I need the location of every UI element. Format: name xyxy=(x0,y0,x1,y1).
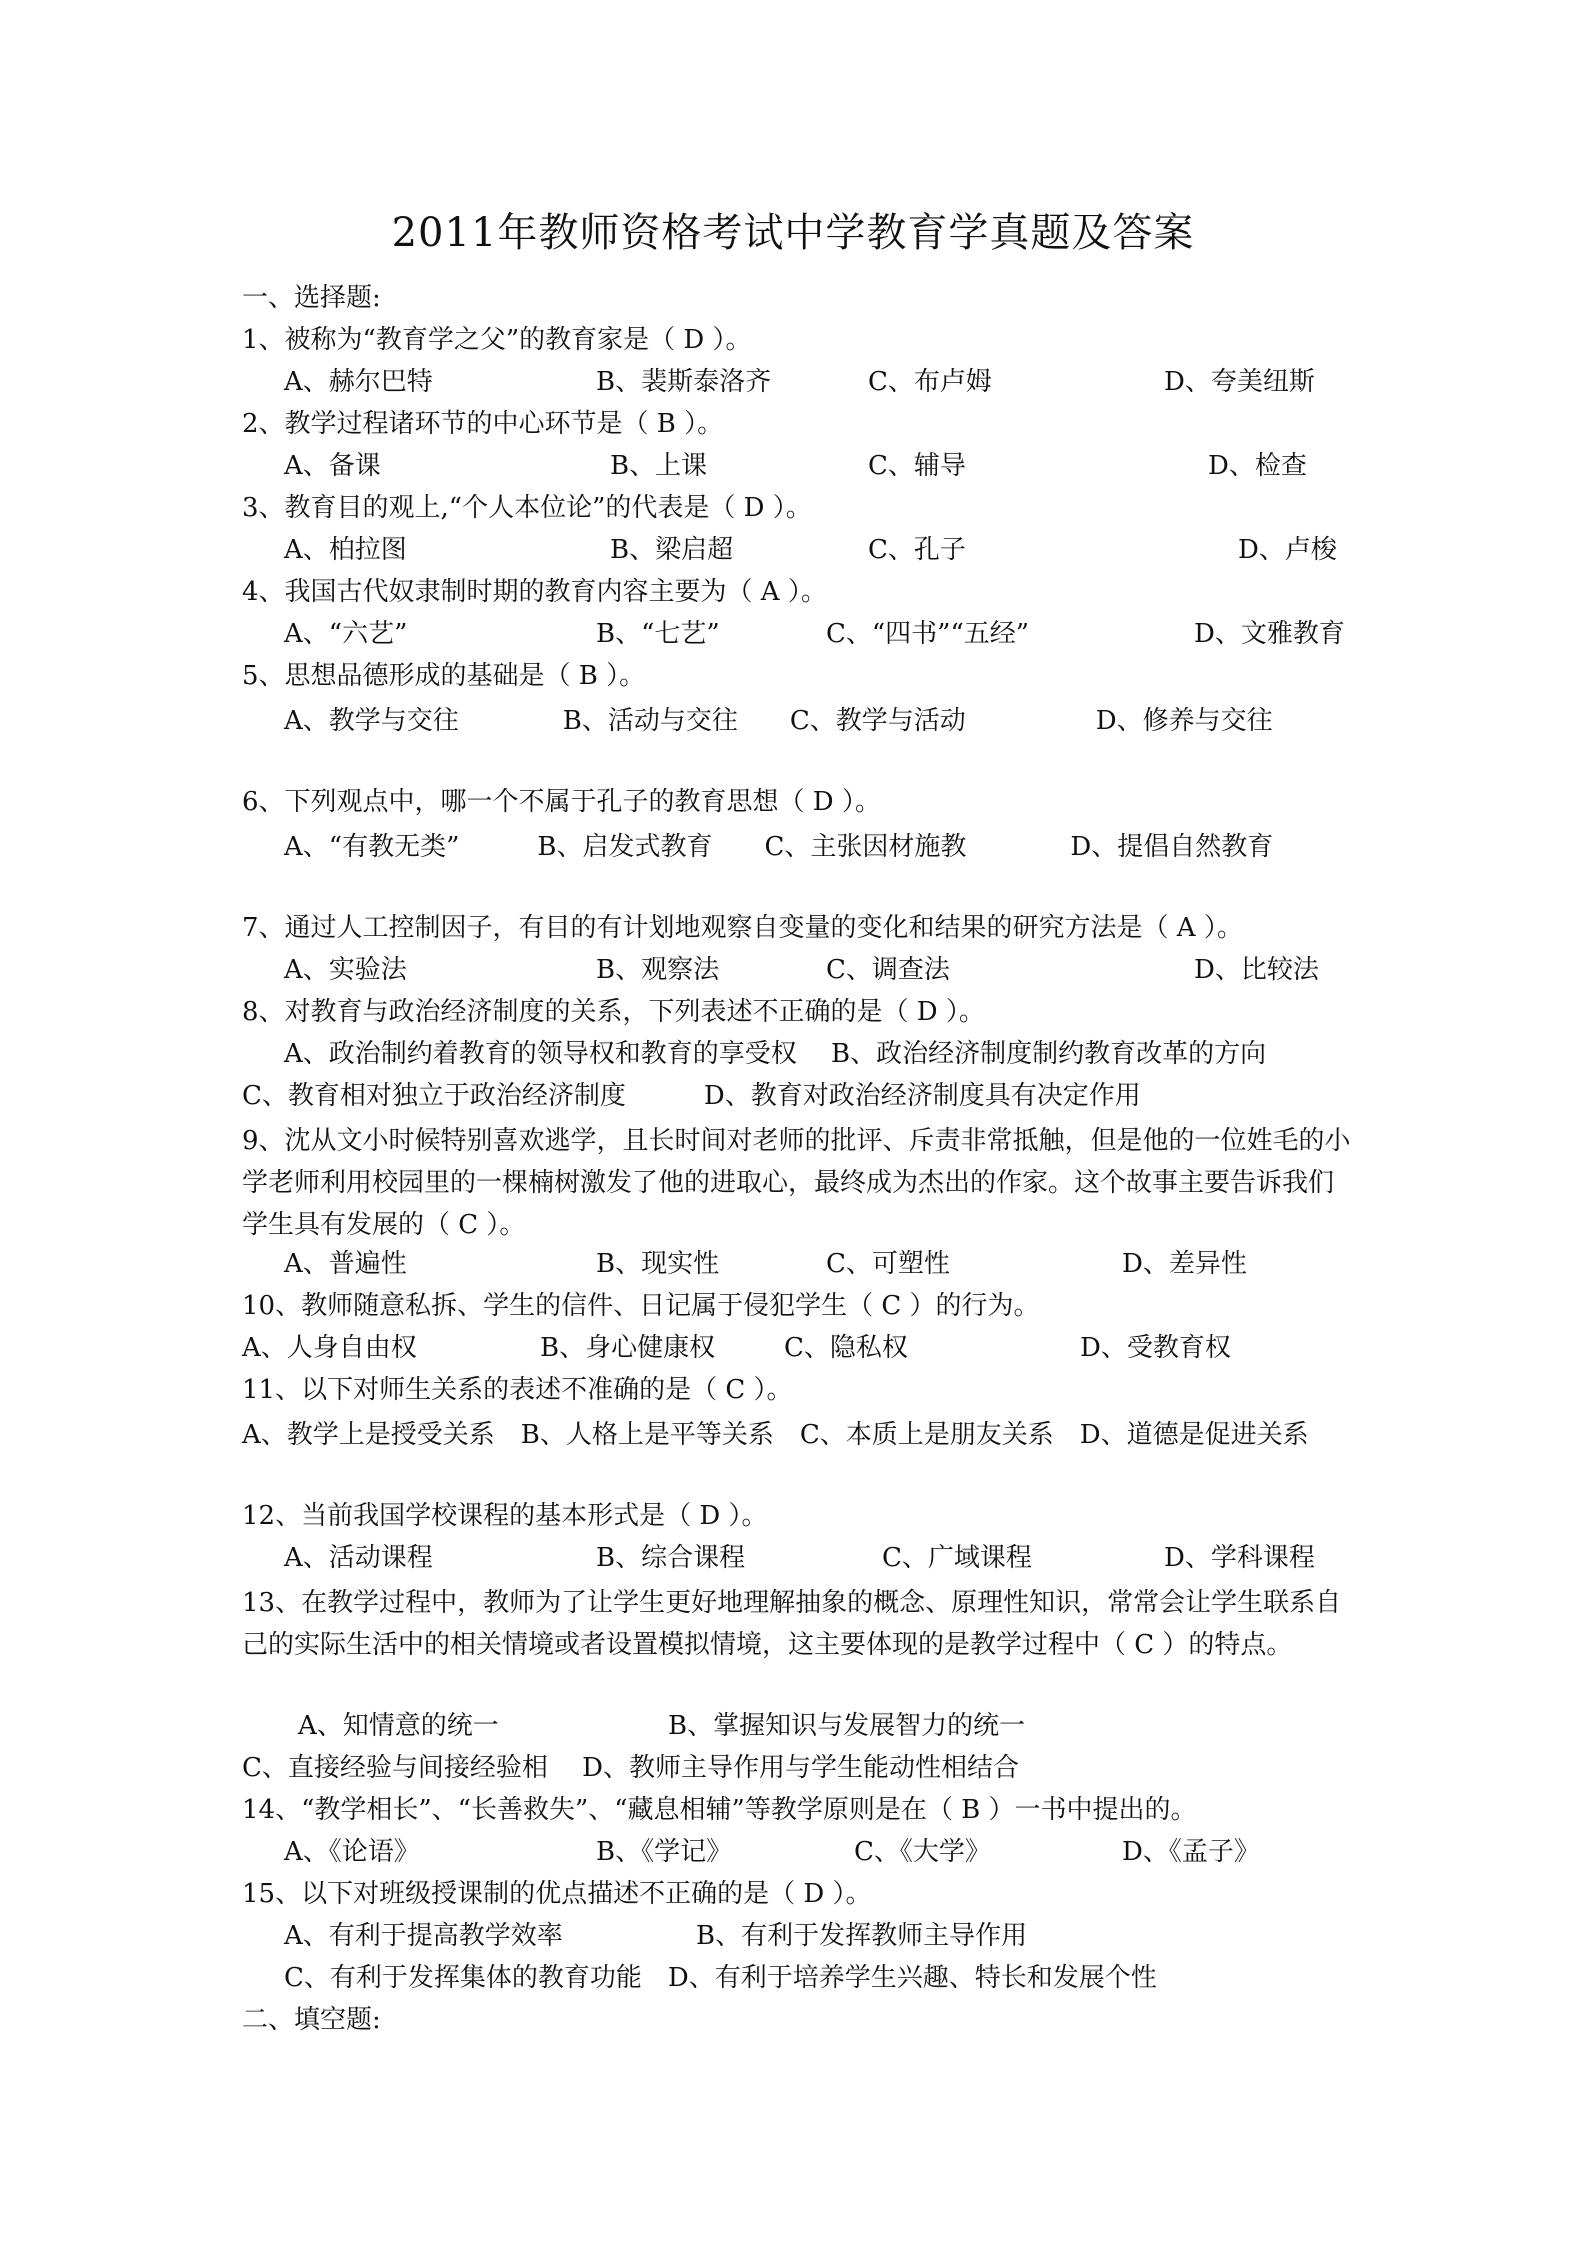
question-5-options: A、教学与交往 B、活动与交往 C、教学与活动 D、修养与交往 xyxy=(284,706,1273,736)
option-a: A、人身自由权 xyxy=(242,1333,417,1363)
option-d: D、受教育权 xyxy=(1080,1333,1231,1363)
question-1: 1、被称为“教育学之父”的教育家是（ D ）。 xyxy=(242,325,752,355)
option-b: B、“七艺” xyxy=(596,619,720,649)
option-b: B、上课 xyxy=(610,451,708,481)
option-c: C、调查法 xyxy=(826,955,950,985)
option-c: C、辅导 xyxy=(868,451,966,481)
option-b: B、观察法 xyxy=(596,955,720,985)
option-a: A、活动课程 xyxy=(284,1543,433,1573)
question-15-options-line2: C、有利于发挥集体的教育功能 D、有利于培养学生兴趣、特长和发展个性 xyxy=(284,1963,1157,1993)
option-b: B、综合课程 xyxy=(596,1543,746,1573)
question-10: 10、教师随意私拆、学生的信件、日记属于侵犯学生（ C ）的行为。 xyxy=(242,1291,1040,1321)
option-d: D、卢梭 xyxy=(1238,535,1337,565)
option-b: B、裴斯泰洛齐 xyxy=(596,367,772,397)
question-6: 6、下列观点中，哪一个不属于孔子的教育思想（ D ）。 xyxy=(242,787,881,817)
question-6-options: A、“有教无类” B、启发式教育 C、主张因材施教 D、提倡自然教育 xyxy=(284,832,1274,862)
section-heading-choice: 一、选择题: xyxy=(242,283,381,313)
option-c: C、布卢姆 xyxy=(868,367,992,397)
option-b: B、有利于发挥教师主导作用 xyxy=(696,1921,1028,1951)
question-13-options-line2: C、直接经验与间接经验相 D、教师主导作用与学生能动性相结合 xyxy=(242,1753,1020,1783)
option-a: A、赫尔巴特 xyxy=(284,367,433,397)
option-a: A、知情意的统一 xyxy=(298,1711,499,1741)
question-7: 7、通过人工控制因子，有目的有计划地观察自变量的变化和结果的研究方法是（ A ）。 xyxy=(242,913,1243,943)
question-15: 15、以下对班级授课制的优点描述不正确的是（ D ）。 xyxy=(242,1879,872,1909)
question-14: 14、“教学相长”、“长善救失”、“藏息相辅”等教学原则是在（ B ）一书中提出的。 xyxy=(242,1795,1197,1825)
question-4: 4、我国古代奴隶制时期的教育内容主要为（ A ）。 xyxy=(242,577,827,607)
option-d: D、文雅教育 xyxy=(1194,619,1345,649)
option-c: C、《大学》 xyxy=(854,1837,991,1867)
section-heading-fill-blank: 二、填空题: xyxy=(242,2005,381,2035)
question-8: 8、对教育与政治经济制度的关系，下列表述不正确的是（ D ）。 xyxy=(242,997,985,1027)
option-a: A、《论语》 xyxy=(284,1837,420,1867)
option-c: C、广域课程 xyxy=(882,1543,1032,1573)
document-title: 2011年教师资格考试中学教育学真题及答案 xyxy=(391,210,1195,256)
option-c: C、孔子 xyxy=(868,535,966,565)
question-8-options-line1: A、政治制约着教育的领导权和教育的享受权 B、政治经济制度制约教育改革的方向 xyxy=(284,1039,1267,1069)
question-11-options: A、教学上是授受关系 B、人格上是平等关系 C、本质上是朋友关系 D、道德是促进关系 xyxy=(242,1420,1309,1450)
option-d: D、检查 xyxy=(1208,451,1307,481)
question-5: 5、思想品德形成的基础是（ B ）。 xyxy=(242,661,646,691)
question-8-options-line2: C、教育相对独立于政治经济制度 D、教育对政治经济制度具有决定作用 xyxy=(242,1081,1141,1111)
question-13: 13、在教学过程中，教师为了让学生更好地理解抽象的概念、原理性知识，常常会让学生联系自己的实际生活中的相关情境或者设置模拟情境，这主要体现的是教学过程中（ C ）的特点。 xyxy=(242,1588,1342,1660)
option-c: C、可塑性 xyxy=(826,1249,950,1279)
question-3: 3、教育目的观上,“个人本位论”的代表是（ D ）。 xyxy=(242,493,812,523)
option-a: A、“六艺” xyxy=(284,619,408,649)
option-b: B、身心健康权 xyxy=(540,1333,716,1363)
option-d: D、学科课程 xyxy=(1164,1543,1315,1573)
question-9: 9、沈从文小时候特别喜欢逃学，且长时间对老师的批评、斥责非常抵触，但是他的一位姓毛的小学老师利用校园里的一棵楠树激发了他的进取心，最终成为杰出的作家。这个故事主要告诉我们学生具有发展的（ C ）。 xyxy=(242,1126,1351,1240)
option-a: A、备课 xyxy=(284,451,381,481)
option-a: A、实验法 xyxy=(284,955,407,985)
option-d: D、《孟子》 xyxy=(1122,1837,1260,1867)
option-d: D、差异性 xyxy=(1122,1249,1247,1279)
option-a: A、普遍性 xyxy=(284,1249,407,1279)
option-d: D、夸美纽斯 xyxy=(1164,367,1315,397)
option-c: C、“四书”“五经” xyxy=(826,619,1030,649)
option-b: B、掌握知识与发展智力的统一 xyxy=(668,1711,1026,1741)
option-b: B、梁启超 xyxy=(610,535,734,565)
option-b: B、现实性 xyxy=(596,1249,720,1279)
option-d: D、比较法 xyxy=(1194,955,1319,985)
option-a: A、有利于提高教学效率 xyxy=(284,1921,563,1951)
question-11: 11、以下对师生关系的表述不准确的是（ C ）。 xyxy=(242,1375,793,1405)
option-c: C、隐私权 xyxy=(784,1333,908,1363)
option-b: B、《学记》 xyxy=(596,1837,733,1867)
question-12: 12、当前我国学校课程的基本形式是（ D ）。 xyxy=(242,1501,768,1531)
question-2: 2、教学过程诸环节的中心环节是（ B ）。 xyxy=(242,409,724,439)
option-a: A、柏拉图 xyxy=(284,535,407,565)
